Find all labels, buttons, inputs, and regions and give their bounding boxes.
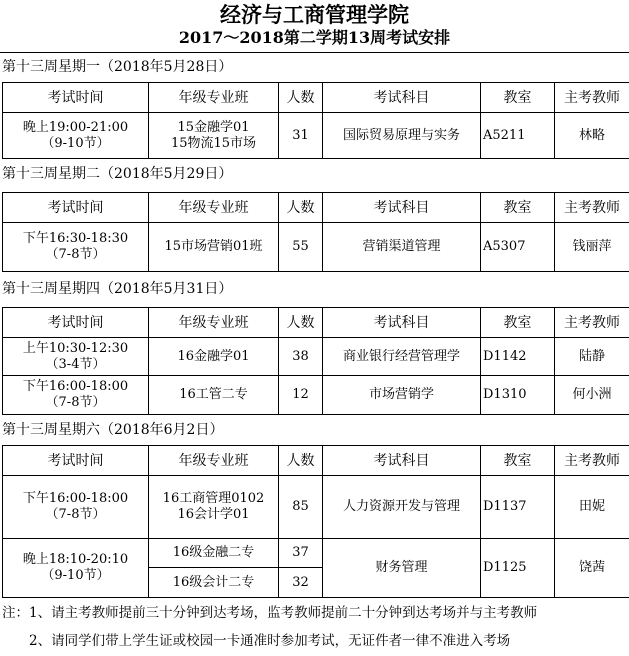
exam-teacher: 饶茜 bbox=[555, 539, 629, 598]
schedule-table-thursday bbox=[2, 307, 629, 415]
exam-count: 55 bbox=[279, 223, 323, 272]
exam-teacher: 何小洲 bbox=[555, 376, 629, 415]
exam-count: 37 bbox=[279, 539, 323, 568]
header-time: 考试时间 bbox=[3, 446, 149, 476]
day-label-tuesday: 第十三周星期二（2018年5月29日） bbox=[2, 166, 233, 182]
day-label-monday: 第十三周星期一（2018年5月28日） bbox=[2, 59, 233, 75]
table-header-row bbox=[3, 308, 629, 338]
header-subject: 考试科目 bbox=[323, 446, 481, 476]
header-count: 人数 bbox=[279, 193, 323, 223]
header-teacher: 主考教师 bbox=[555, 193, 629, 223]
table-row bbox=[3, 338, 629, 376]
note-line-1: 注：1、请主考教师提前三十分钟到达考场，监考教师提前二十分钟到达考场并与主考教师 bbox=[2, 605, 538, 621]
exam-subject: 商业银行经营管理学 bbox=[323, 338, 481, 376]
header-subject: 考试科目 bbox=[323, 193, 481, 223]
exam-time: 下午16:30-18:30 （7-8节） bbox=[3, 223, 149, 272]
header-time: 考试时间 bbox=[3, 83, 149, 113]
header-time: 考试时间 bbox=[3, 308, 149, 338]
schedule-table-monday bbox=[2, 82, 629, 159]
exam-class: 16工商管理0102 16会计学01 bbox=[149, 476, 279, 539]
exam-room: D1142 bbox=[481, 338, 555, 376]
table-row bbox=[3, 476, 629, 539]
table-row bbox=[3, 113, 629, 159]
divider bbox=[0, 52, 629, 53]
exam-class: 16级会计二专 bbox=[149, 568, 279, 598]
header-room: 教室 bbox=[481, 308, 555, 338]
table-row bbox=[3, 376, 629, 415]
exam-room: D1125 bbox=[481, 539, 555, 598]
exam-count: 32 bbox=[279, 568, 323, 598]
table-row bbox=[3, 223, 629, 272]
header-teacher: 主考教师 bbox=[555, 83, 629, 113]
header-count: 人数 bbox=[279, 83, 323, 113]
header-subject: 考试科目 bbox=[323, 308, 481, 338]
exam-teacher: 陆静 bbox=[555, 338, 629, 376]
table-header-row bbox=[3, 193, 629, 223]
header-class: 年级专业班 bbox=[149, 193, 279, 223]
exam-class: 15市场营销01班 bbox=[149, 223, 279, 272]
exam-count: 31 bbox=[279, 113, 323, 159]
day-label-thursday: 第十三周星期四（2018年5月31日） bbox=[2, 281, 233, 297]
exam-class: 16级金融二专 bbox=[149, 539, 279, 568]
header-time: 考试时间 bbox=[3, 193, 149, 223]
exam-teacher: 田妮 bbox=[555, 476, 629, 539]
table-row bbox=[3, 539, 629, 568]
exam-room: A5307 bbox=[481, 223, 555, 272]
schedule-table-tuesday bbox=[2, 192, 629, 272]
exam-time: 下午16:00-18:00 （7-8节） bbox=[3, 476, 149, 539]
header-room: 教室 bbox=[481, 83, 555, 113]
exam-subject: 国际贸易原理与实务 bbox=[323, 113, 481, 159]
exam-count: 85 bbox=[279, 476, 323, 539]
exam-count: 38 bbox=[279, 338, 323, 376]
header-class: 年级专业班 bbox=[149, 446, 279, 476]
exam-subject: 营销渠道管理 bbox=[323, 223, 481, 272]
day-label-saturday: 第十三周星期六（2018年6月2日） bbox=[2, 422, 224, 438]
exam-subject: 财务管理 bbox=[323, 539, 481, 598]
table-header-row bbox=[3, 446, 629, 476]
header-count: 人数 bbox=[279, 308, 323, 338]
header-class: 年级专业班 bbox=[149, 308, 279, 338]
exam-room: A5211 bbox=[481, 113, 555, 159]
page-subtitle: 2017～2018第二学期13周考试安排 bbox=[178, 28, 451, 47]
header-teacher: 主考教师 bbox=[555, 308, 629, 338]
exam-subject: 市场营销学 bbox=[323, 376, 481, 415]
header-teacher: 主考教师 bbox=[555, 446, 629, 476]
exam-class: 16金融学01 bbox=[149, 338, 279, 376]
schedule-table-saturday bbox=[2, 445, 629, 598]
table-header-row bbox=[3, 83, 629, 113]
page-title: 经济与工商管理学院 bbox=[220, 2, 409, 27]
exam-room: D1137 bbox=[481, 476, 555, 539]
exam-count: 12 bbox=[279, 376, 323, 415]
header-room: 教室 bbox=[481, 193, 555, 223]
exam-class: 16工管二专 bbox=[149, 376, 279, 415]
note-line-2: 2、请同学们带上学生证或校园一卡通准时参加考试，无证件者一律不准进入考场 bbox=[2, 633, 511, 649]
header-subject: 考试科目 bbox=[323, 83, 481, 113]
exam-room: D1310 bbox=[481, 376, 555, 415]
exam-class: 15金融学01 15物流15市场 bbox=[149, 113, 279, 159]
exam-time: 下午16:00-18:00 （7-8节） bbox=[3, 376, 149, 415]
header-room: 教室 bbox=[481, 446, 555, 476]
exam-teacher: 钱丽萍 bbox=[555, 223, 629, 272]
header-class: 年级专业班 bbox=[149, 83, 279, 113]
exam-time: 晚上18:10-20:10 （9-10节） bbox=[3, 539, 149, 598]
exam-time: 上午10:30-12:30 （3-4节） bbox=[3, 338, 149, 376]
exam-time: 晚上19:00-21:00 （9-10节） bbox=[3, 113, 149, 159]
exam-subject: 人力资源开发与管理 bbox=[323, 476, 481, 539]
exam-teacher: 林略 bbox=[555, 113, 629, 159]
header-count: 人数 bbox=[279, 446, 323, 476]
